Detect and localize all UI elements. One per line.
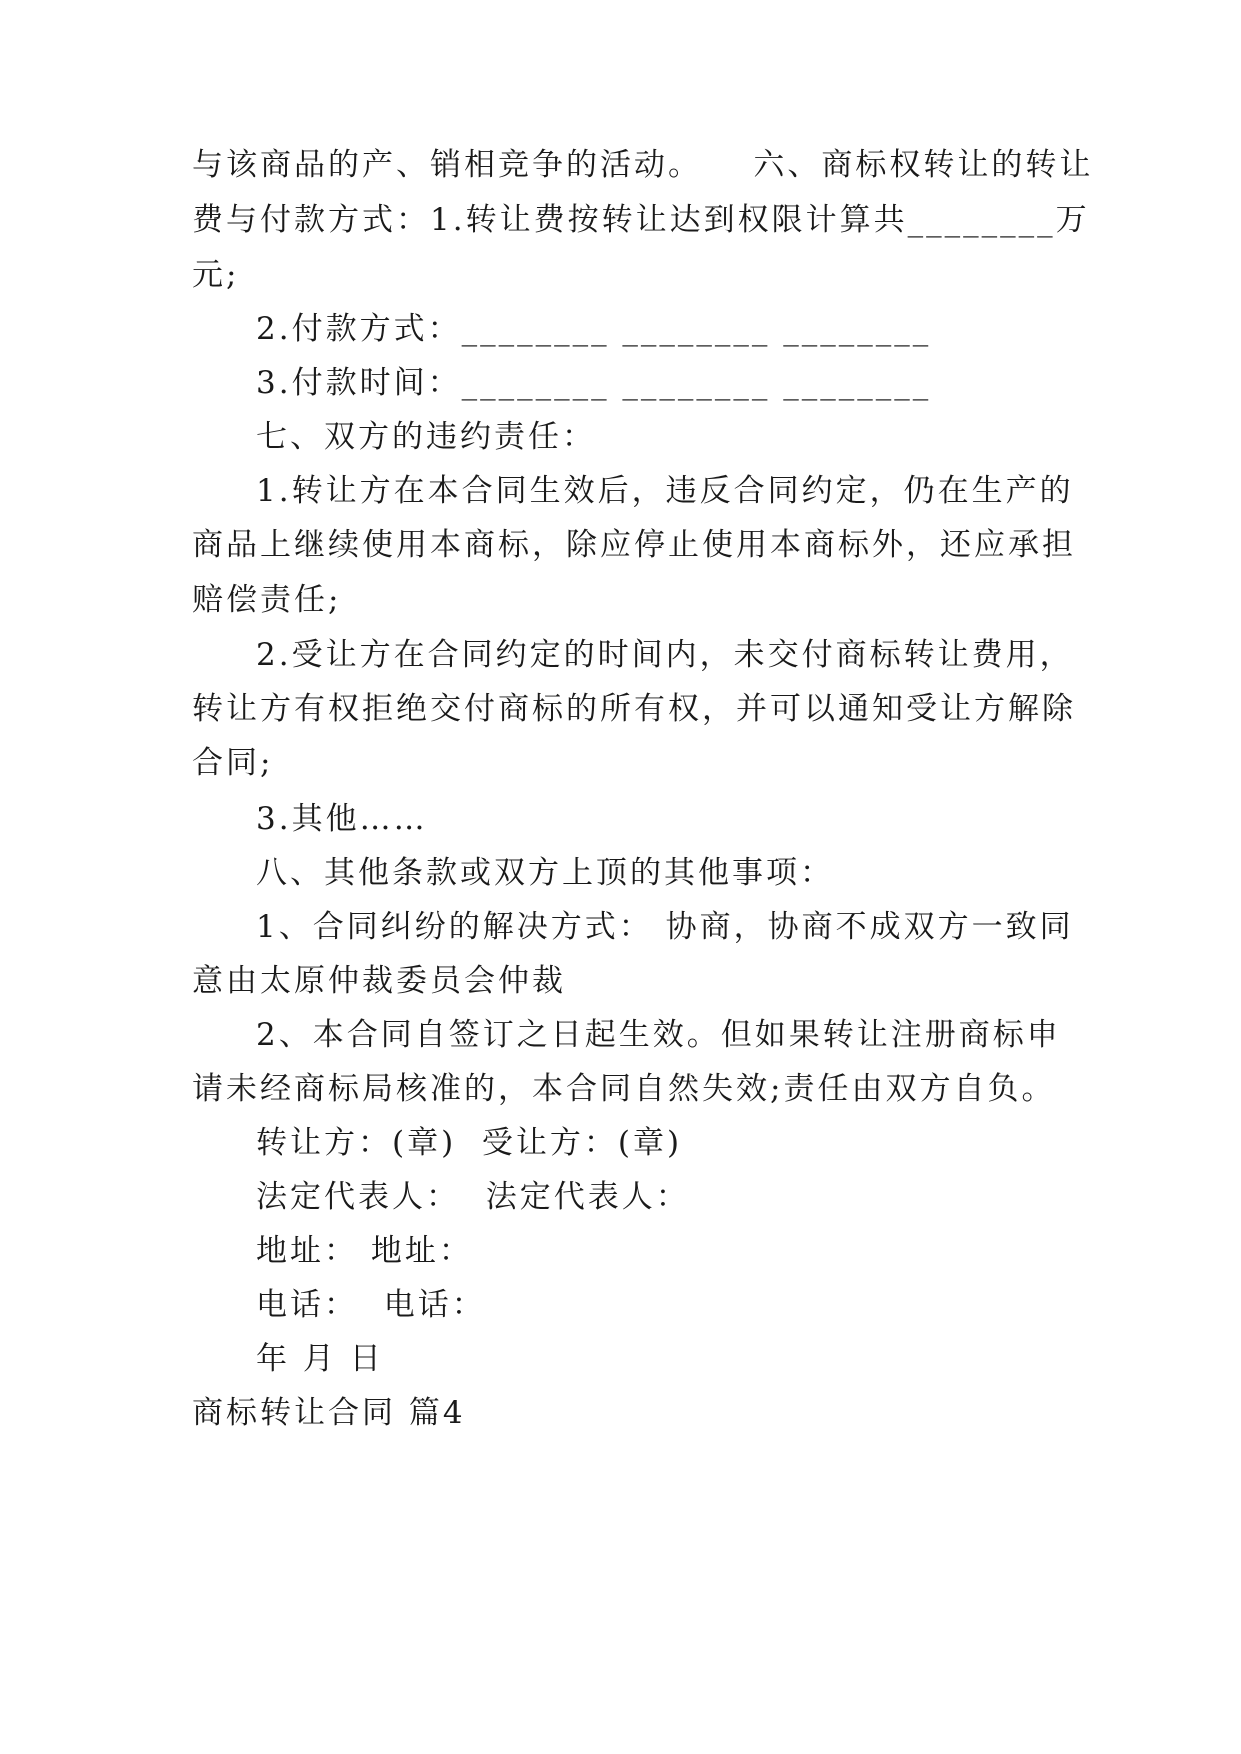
paragraph-line: 请未经商标局核准的，本合同自然失效;责任由双方自负。 [192,1071,1056,1107]
signature-party-line: 转让方：(章) 受让方：(章) [256,1125,683,1161]
paragraph-line: 费与付款方式：1.转让费按转让达到权限计算共________万 [192,202,1090,238]
phone-line: 电话： 电话： [256,1287,486,1323]
paragraph-line: 意由太原仲裁委员会仲裁 [192,963,566,999]
paragraph-line: 1.转让方在本合同生效后，违反合同约定，仍在生产的 [256,473,1074,509]
paragraph-line: 赔偿责任; [192,582,342,618]
paragraph-line: 元; [192,257,240,293]
payment-time-line: 3.付款时间：________ ________ ________ [256,365,932,401]
paragraph-line: 1、合同纠纷的解决方式： 协商，协商不成双方一致同 [256,909,1074,945]
next-contract-heading: 商标转让合同 篇4 [192,1395,466,1431]
paragraph-line: 2、本合同自签订之日起生效。但如果转让注册商标申 [256,1017,1061,1053]
paragraph-line: 3.其他…… [256,801,428,837]
paragraph-line: 商品上继续使用本商标，除应停止使用本商标外，还应承担 [192,527,1076,563]
payment-method-line: 2.付款方式：________ ________ ________ [256,311,932,347]
paragraph-line: 转让方有权拒绝交付商标的所有权，并可以通知受让方解除 [192,691,1076,727]
paragraph-line: 2.受让方在合同约定的时间内，未交付商标转让费用， [256,637,1074,673]
section-heading-8: 八、其他条款或双方上顶的其他事项： [256,855,834,891]
address-line: 地址： 地址： [256,1233,473,1269]
paragraph-line: 与该商品的产、销相竞争的活动。 六、商标权转让的转让 [192,147,1094,183]
legal-representative-line: 法定代表人： 法定代表人： [256,1179,690,1215]
date-line: 年 月 日 [256,1341,384,1377]
paragraph-line: 合同; [192,745,274,781]
section-heading-7: 七、双方的违约责任： [256,419,596,455]
